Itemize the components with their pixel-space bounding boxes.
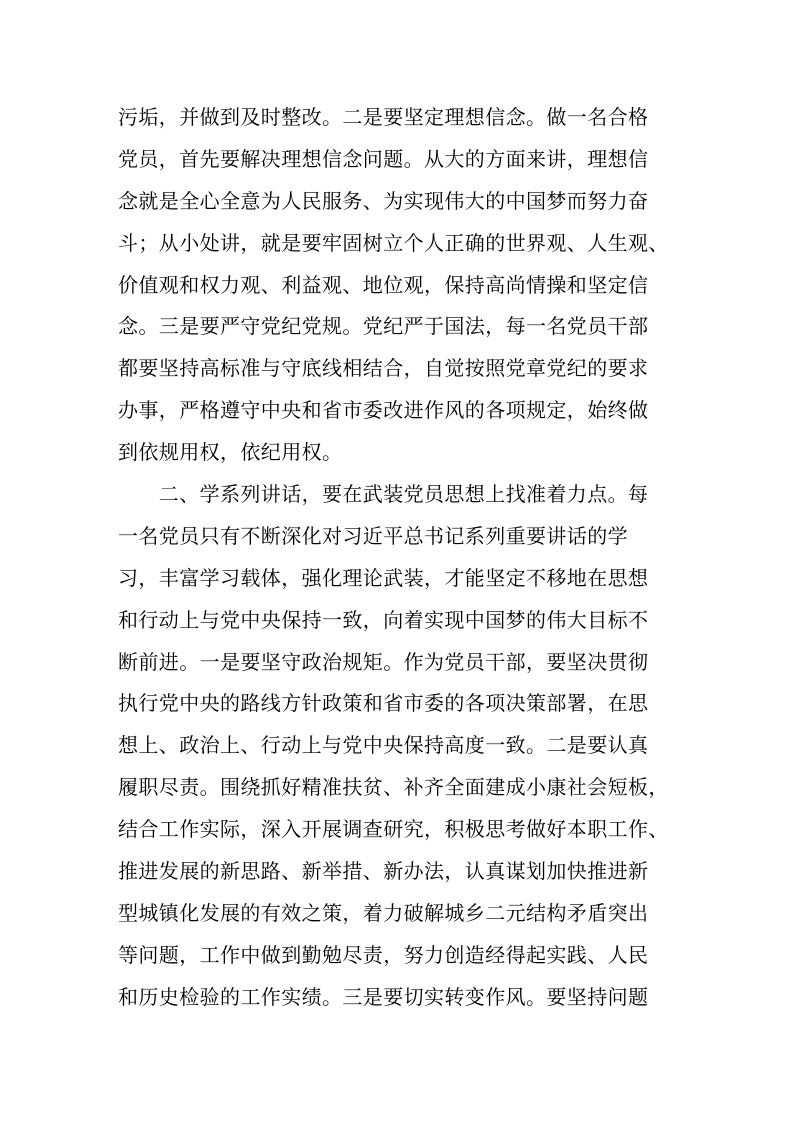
text-line: 念就是全心全意为人民服务、为实现伟大的中国梦而努力奋 xyxy=(118,188,649,213)
text-line: 污垢，并做到及时整改。二是要坚定理想信念。做一名合格 xyxy=(118,105,649,129)
text-line: 等问题，工作中做到勤勉尽责，努力创造经得起实践、人民 xyxy=(118,942,649,967)
text-line: 和历史检验的工作实绩。三是要切实转变作风。要坚持问题 xyxy=(118,984,649,1009)
text-line: 想上、政治上、行动上与党中央保持高度一致。二是要认真 xyxy=(118,733,649,758)
text-line: 念。三是要严守党纪党规。党纪严于国法，每一名党员干部 xyxy=(118,314,649,339)
text-line: 推进发展的新思路、新举措、新办法，认真谋划加快推进新 xyxy=(118,859,649,884)
text-line: 断前进。一是要坚守政治规矩。作为党员干部，要坚决贯彻 xyxy=(118,649,649,674)
text-line: 型城镇化发展的有效之策，着力破解城乡二元结构矛盾突出 xyxy=(118,900,649,925)
text-line: 都要坚持高标准与守底线相结合，自觉按照党章党纪的要求 xyxy=(118,356,649,381)
text-line: 到依规用权，依纪用权。 xyxy=(118,440,343,465)
text-line: 习，丰富学习载体，强化理论武装，才能坚定不移地在思想 xyxy=(118,565,649,590)
text-line: 执行党中央的路线方针政策和省市委的各项决策部署，在思 xyxy=(118,691,649,716)
text-line: 办事，严格遵守中央和省市委改进作风的各项规定，始终做 xyxy=(118,398,649,423)
text-line: 一名党员只有不断深化对习近平总书记系列重要讲话的学 xyxy=(118,523,628,548)
text-line: 斗；从小处讲，就是要牢固树立个人正确的世界观、人生观、 xyxy=(118,230,669,255)
text-line: 和行动上与党中央保持一致，向着实现中国梦的伟大目标不 xyxy=(118,607,649,632)
text-line: 价值观和权力观、利益观、地位观，保持高尚情操和坚定信 xyxy=(118,272,649,297)
text-line: 结合工作实际，深入开展调查研究，积极思考做好本职工作、 xyxy=(118,817,669,842)
body-text xyxy=(118,97,688,1019)
text-line: 党员，首先要解决理想信念问题。从大的方面来讲，理想信 xyxy=(118,146,649,171)
text-line: 二、学系列讲话，要在武装党员思想上找准着力点。每 xyxy=(118,482,649,507)
text-line: 履职尽责。围绕抓好精准扶贫、补齐全面建成小康社会短板， xyxy=(118,775,669,800)
